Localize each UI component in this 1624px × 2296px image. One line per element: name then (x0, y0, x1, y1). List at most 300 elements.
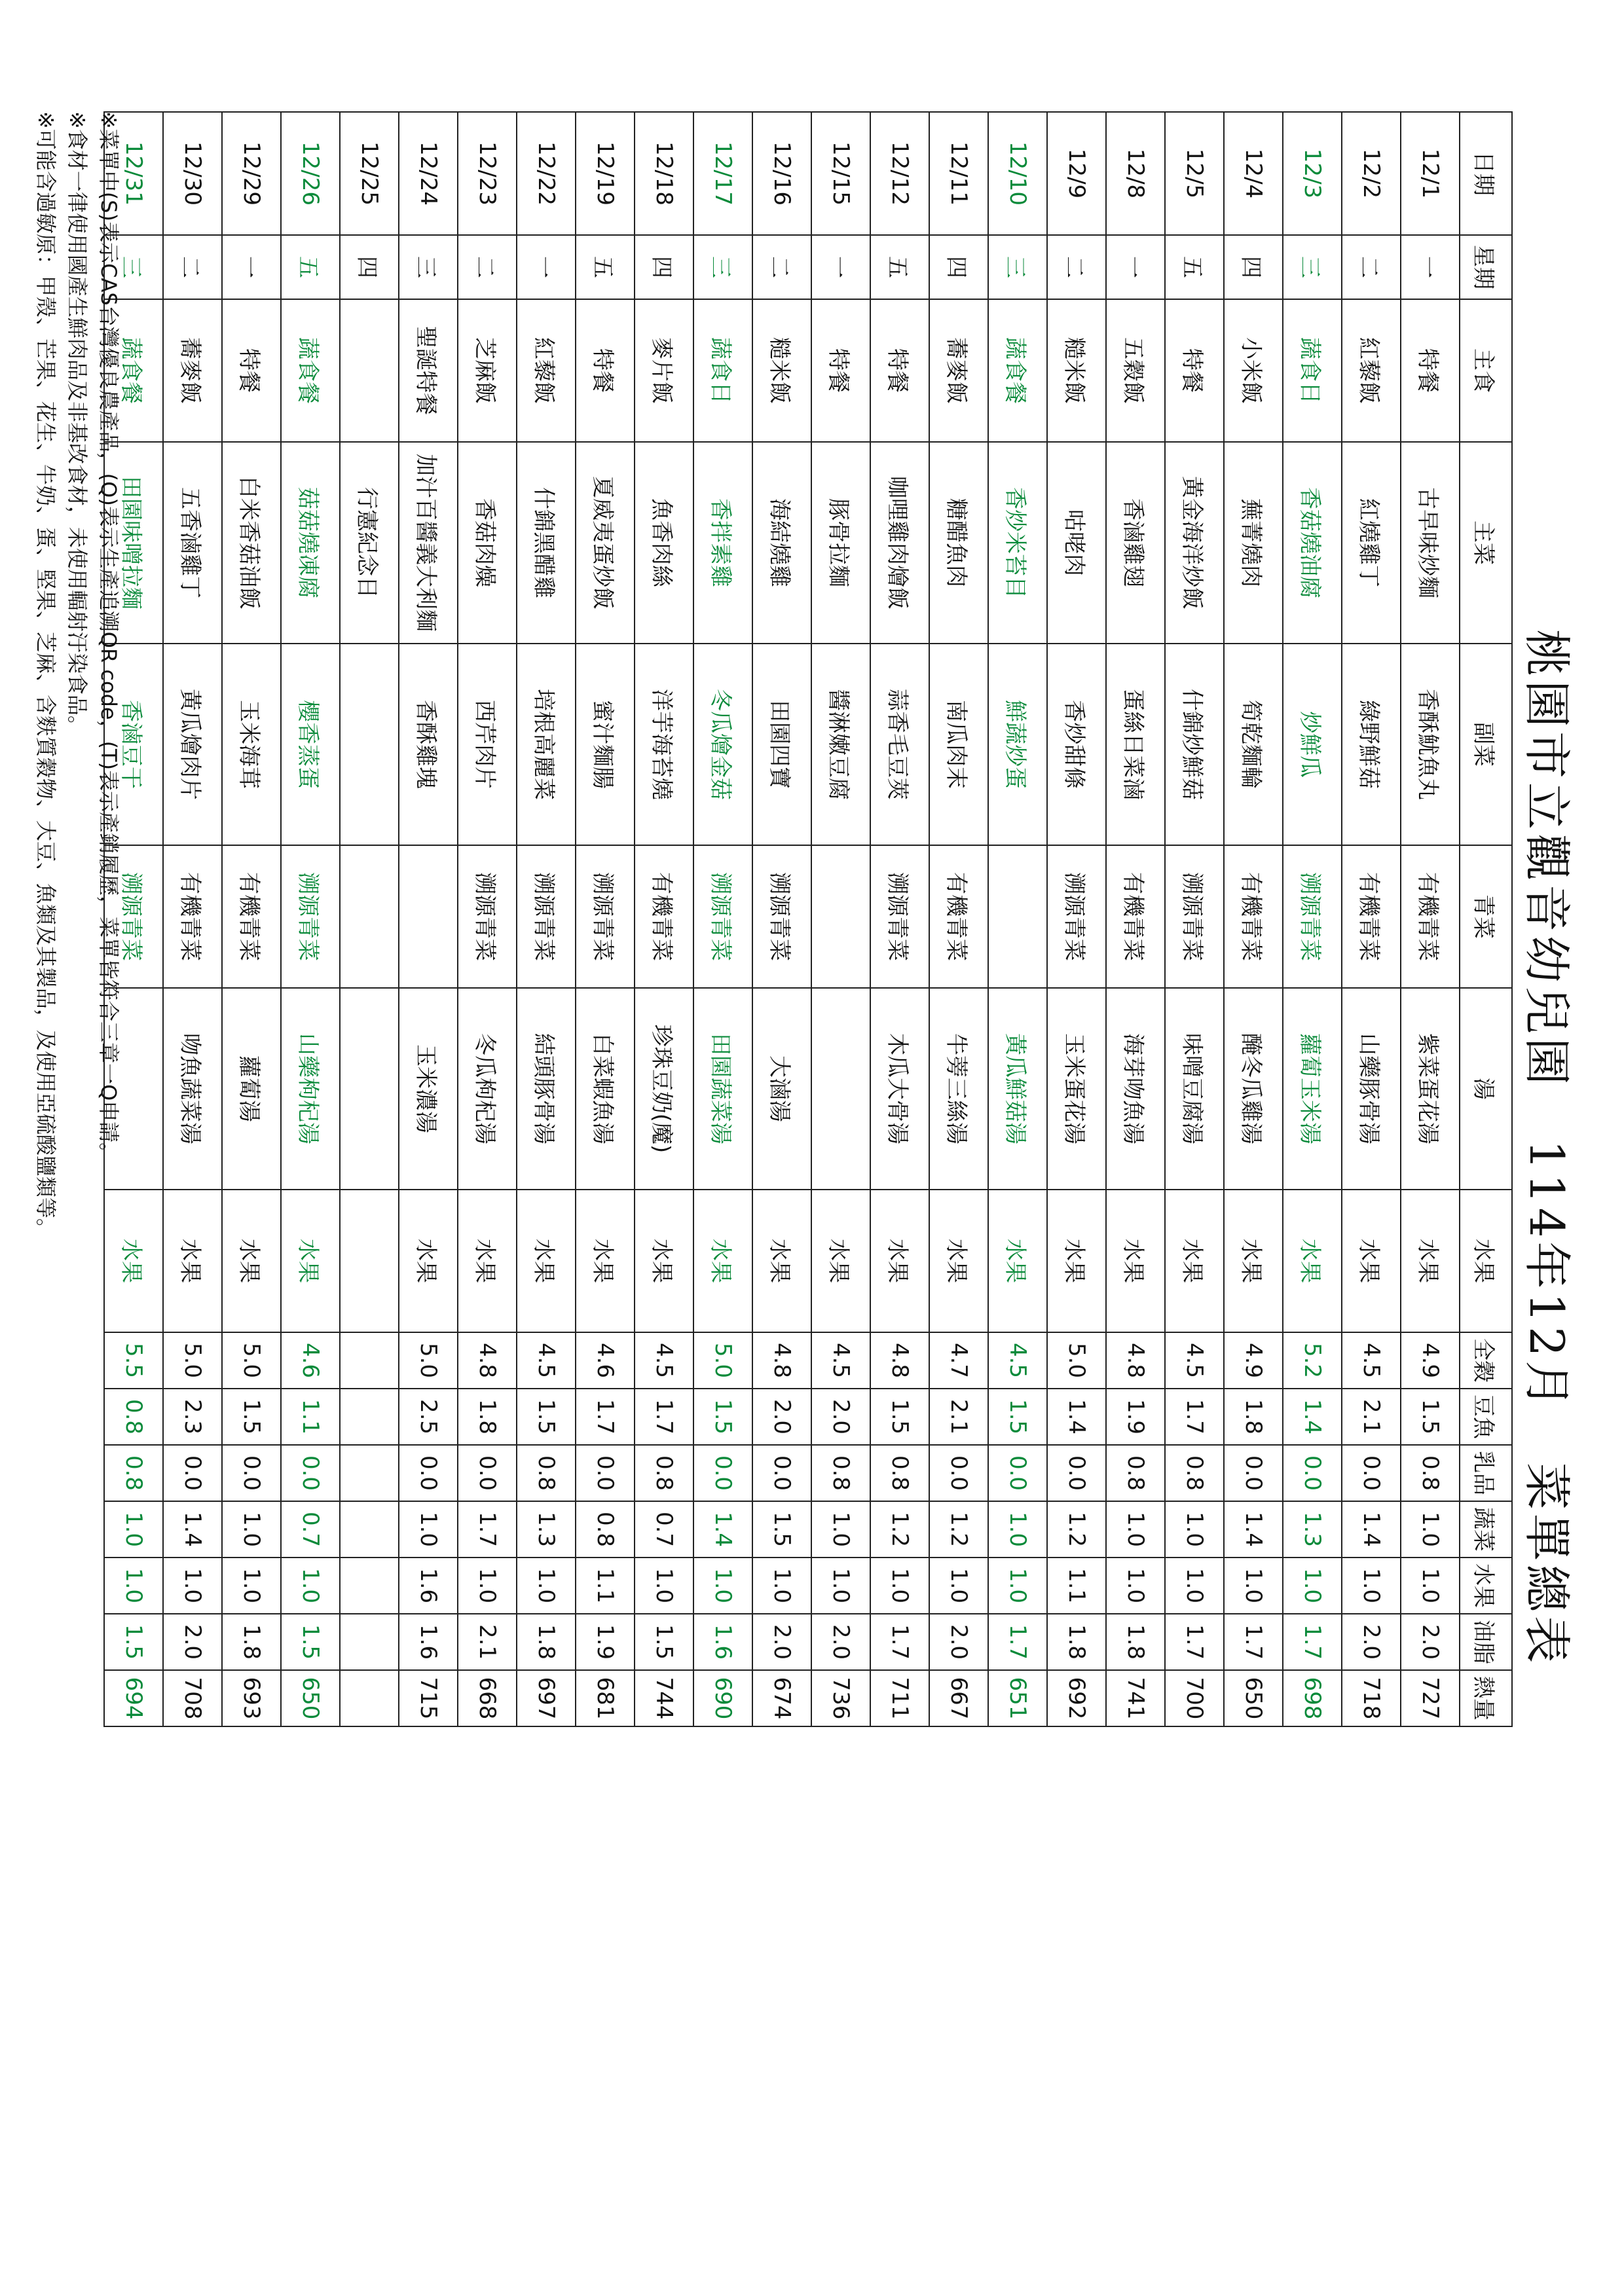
cell-entree: 古早味炒麵 (1401, 442, 1460, 644)
cell-kcal: 741 (1106, 1670, 1165, 1726)
cell-fruit (340, 1190, 399, 1332)
cell-soup: 結頭豚骨湯 (517, 988, 576, 1190)
cell-entree: 菇菇燒凍腐 (281, 442, 340, 644)
cell-fruit-serv: 1.0 (222, 1558, 281, 1614)
cell-vegetable: 0.7 (281, 1501, 340, 1558)
cell-entree: 什錦黑醋雞 (517, 442, 576, 644)
cell-fruit-serv: 1.0 (163, 1558, 222, 1614)
table-row (988, 112, 1047, 1726)
cell-kcal: 711 (870, 1670, 929, 1726)
cell-side: 炒鮮瓜 (1283, 644, 1342, 845)
cell-date: 12/9 (1047, 112, 1106, 235)
cell-soup: 山藥豚骨湯 (1342, 988, 1401, 1190)
table-row (635, 112, 693, 1726)
cell-veg: 溯源青菜 (1283, 845, 1342, 988)
cell-veg (988, 845, 1047, 988)
cell-dow: 二 (752, 235, 811, 299)
cell-protein: 1.5 (517, 1389, 576, 1445)
cell-oil: 1.7 (870, 1614, 929, 1670)
cell-kcal: 667 (929, 1670, 988, 1726)
table-row (870, 112, 929, 1726)
cell-fruit-serv: 1.0 (1401, 1558, 1460, 1614)
footnotes (30, 111, 124, 1239)
cell-vegetable: 1.2 (870, 1501, 929, 1558)
cell-main: 特餐 (1165, 299, 1224, 442)
cell-soup: 珍珠豆奶(魔) (635, 988, 693, 1190)
cell-veg: 溯源青菜 (1165, 845, 1224, 988)
cell-veg: 有機青菜 (929, 845, 988, 988)
cell-vegetable: 1.3 (517, 1501, 576, 1558)
cell-kcal: 668 (458, 1670, 517, 1726)
cell-fruit: 水果 (635, 1190, 693, 1332)
cell-kcal: 744 (635, 1670, 693, 1726)
cell-fruit-serv: 1.0 (1106, 1558, 1165, 1614)
cell-oil: 2.0 (163, 1614, 222, 1670)
cell-main: 特餐 (576, 299, 635, 442)
cell-soup: 玉米濃湯 (399, 988, 458, 1190)
cell-dairy: 0.0 (693, 1445, 752, 1501)
cell-dairy: 0.8 (104, 1445, 163, 1501)
table-row (517, 112, 576, 1726)
cell-dow: 一 (517, 235, 576, 299)
cell-protein: 0.8 (104, 1389, 163, 1445)
cell-entree: 豚骨拉麵 (811, 442, 870, 644)
cell-oil: 1.5 (104, 1614, 163, 1670)
cell-kcal: 650 (1224, 1670, 1283, 1726)
cell-oil: 1.7 (1165, 1614, 1224, 1670)
cell-main: 特餐 (222, 299, 281, 442)
cell-oil: 1.7 (1283, 1614, 1342, 1670)
table-row (222, 112, 281, 1726)
cell-vegetable (340, 1501, 399, 1558)
cell-kcal (340, 1670, 399, 1726)
cell-main: 蔬食日 (693, 299, 752, 442)
header-main: 主食 (1460, 299, 1512, 442)
cell-soup: 醃冬瓜雞湯 (1224, 988, 1283, 1190)
cell-oil: 2.0 (752, 1614, 811, 1670)
cell-protein: 2.1 (929, 1389, 988, 1445)
cell-veg: 有機青菜 (222, 845, 281, 988)
cell-fruit: 水果 (458, 1190, 517, 1332)
cell-dow: 三 (1283, 235, 1342, 299)
cell-fruit: 水果 (1224, 1190, 1283, 1332)
cell-veg: 溯源青菜 (870, 845, 929, 988)
cell-dairy: 0.0 (929, 1445, 988, 1501)
cell-grain: 4.5 (1165, 1332, 1224, 1389)
cell-side: 黃瓜燴肉片 (163, 644, 222, 845)
cell-oil (340, 1614, 399, 1670)
cell-entree: 魚香肉絲 (635, 442, 693, 644)
cell-dairy: 0.8 (1106, 1445, 1165, 1501)
cell-fruit-serv: 1.0 (281, 1558, 340, 1614)
cell-kcal: 681 (576, 1670, 635, 1726)
cell-side: 筍乾麵輪 (1224, 644, 1283, 845)
cell-date: 12/2 (1342, 112, 1401, 235)
cell-entree: 五香滷雞丁 (163, 442, 222, 644)
cell-date: 12/25 (340, 112, 399, 235)
cell-fruit-serv: 1.0 (517, 1558, 576, 1614)
cell-fruit-serv: 1.0 (635, 1558, 693, 1614)
cell-protein: 1.5 (870, 1389, 929, 1445)
table-row (576, 112, 635, 1726)
cell-entree: 咕咾肉 (1047, 442, 1106, 644)
header-veg: 青菜 (1460, 845, 1512, 988)
cell-protein (340, 1389, 399, 1445)
cell-soup: 大滷湯 (752, 988, 811, 1190)
cell-oil: 1.5 (281, 1614, 340, 1670)
cell-grain: 4.8 (870, 1332, 929, 1389)
cell-veg: 溯源青菜 (517, 845, 576, 988)
cell-dow: 三 (399, 235, 458, 299)
cell-side: 蒜香毛豆莢 (870, 644, 929, 845)
header-protein: 豆魚 (1460, 1389, 1512, 1445)
cell-dairy: 0.0 (1224, 1445, 1283, 1501)
cell-main: 蔬食餐 (104, 299, 163, 442)
cell-date: 12/18 (635, 112, 693, 235)
cell-dairy: 0.8 (811, 1445, 870, 1501)
cell-date: 12/17 (693, 112, 752, 235)
cell-soup: 山藥枸杞湯 (281, 988, 340, 1190)
cell-fruit: 水果 (870, 1190, 929, 1332)
cell-fruit-serv: 1.0 (1165, 1558, 1224, 1614)
cell-oil: 2.0 (1342, 1614, 1401, 1670)
cell-main (340, 299, 399, 442)
cell-grain: 5.0 (1047, 1332, 1106, 1389)
cell-soup: 白菜蝦魚湯 (576, 988, 635, 1190)
cell-fruit: 水果 (1165, 1190, 1224, 1332)
cell-side: 香酥雞塊 (399, 644, 458, 845)
cell-dow: 四 (340, 235, 399, 299)
cell-date: 12/30 (163, 112, 222, 235)
cell-kcal: 727 (1401, 1670, 1460, 1726)
header-grain: 全穀 (1460, 1332, 1512, 1389)
table-row (163, 112, 222, 1726)
table-header (1460, 112, 1512, 1726)
cell-side: 什錦炒鮮菇 (1165, 644, 1224, 845)
cell-dow: 四 (929, 235, 988, 299)
cell-date: 12/29 (222, 112, 281, 235)
cell-dairy: 0.0 (988, 1445, 1047, 1501)
cell-protein: 1.9 (1106, 1389, 1165, 1445)
cell-kcal: 718 (1342, 1670, 1401, 1726)
cell-dairy: 0.8 (1165, 1445, 1224, 1501)
table-row (1342, 112, 1401, 1726)
cell-side: 綠野鮮菇 (1342, 644, 1401, 845)
cell-dow: 一 (1106, 235, 1165, 299)
cell-dow: 二 (1047, 235, 1106, 299)
cell-dow: 三 (988, 235, 1047, 299)
cell-oil: 1.5 (635, 1614, 693, 1670)
cell-protein: 1.7 (1165, 1389, 1224, 1445)
cell-oil: 2.0 (811, 1614, 870, 1670)
cell-main: 聖誕特餐 (399, 299, 458, 442)
cell-vegetable: 1.5 (752, 1501, 811, 1558)
cell-side: 南瓜肉末 (929, 644, 988, 845)
cell-vegetable: 1.0 (1165, 1501, 1224, 1558)
cell-date: 12/12 (870, 112, 929, 235)
cell-oil: 1.7 (988, 1614, 1047, 1670)
cell-fruit: 水果 (517, 1190, 576, 1332)
cell-entree: 黃金海洋炒飯 (1165, 442, 1224, 644)
cell-main: 糙米飯 (752, 299, 811, 442)
cell-side (340, 644, 399, 845)
cell-dow: 一 (1401, 235, 1460, 299)
cell-veg (399, 845, 458, 988)
cell-kcal: 700 (1165, 1670, 1224, 1726)
cell-dow: 二 (163, 235, 222, 299)
cell-protein: 2.3 (163, 1389, 222, 1445)
cell-entree: 蕪菁燒肉 (1224, 442, 1283, 644)
header-vegetable: 蔬菜 (1460, 1501, 1512, 1558)
cell-main: 芝麻飯 (458, 299, 517, 442)
cell-grain: 4.5 (517, 1332, 576, 1389)
cell-veg (340, 845, 399, 988)
cell-entree: 田園味噌拉麵 (104, 442, 163, 644)
cell-fruit: 水果 (1106, 1190, 1165, 1332)
cell-kcal: 715 (399, 1670, 458, 1726)
table-row (1401, 112, 1460, 1726)
cell-veg: 溯源青菜 (281, 845, 340, 988)
cell-entree: 香炒米苔目 (988, 442, 1047, 644)
cell-date: 12/8 (1106, 112, 1165, 235)
cell-fruit-serv: 1.0 (1342, 1558, 1401, 1614)
cell-date: 12/3 (1283, 112, 1342, 235)
cell-vegetable: 1.0 (399, 1501, 458, 1558)
cell-dairy: 0.8 (635, 1445, 693, 1501)
cell-dairy: 0.0 (1283, 1445, 1342, 1501)
cell-oil: 1.8 (1106, 1614, 1165, 1670)
cell-oil: 1.8 (517, 1614, 576, 1670)
cell-protein: 1.5 (222, 1389, 281, 1445)
cell-kcal: 651 (988, 1670, 1047, 1726)
cell-protein: 1.1 (281, 1389, 340, 1445)
cell-vegetable: 1.0 (811, 1501, 870, 1558)
cell-vegetable: 1.4 (163, 1501, 222, 1558)
cell-vegetable: 1.4 (1342, 1501, 1401, 1558)
cell-main: 紅藜飯 (1342, 299, 1401, 442)
cell-oil: 1.7 (1224, 1614, 1283, 1670)
footnote: ※菜單中(S)表示CAS台灣優良農產品，(Q)表示生產追溯QR code，(T)表示產銷履歷，菜單皆符合三章一Q申請。 (96, 111, 121, 1164)
cell-side: 香炒甜條 (1047, 644, 1106, 845)
cell-kcal: 693 (222, 1670, 281, 1726)
cell-protein: 1.4 (1047, 1389, 1106, 1445)
cell-main: 特餐 (811, 299, 870, 442)
cell-kcal: 650 (281, 1670, 340, 1726)
cell-dow: 五 (576, 235, 635, 299)
cell-protein: 1.5 (988, 1389, 1047, 1445)
cell-soup: 田園蔬菜湯 (693, 988, 752, 1190)
cell-entree: 糖醋魚肉 (929, 442, 988, 644)
cell-grain: 4.5 (811, 1332, 870, 1389)
cell-grain: 4.8 (1106, 1332, 1165, 1389)
cell-soup: 紫菜蛋花湯 (1401, 988, 1460, 1190)
cell-veg: 溯源青菜 (693, 845, 752, 988)
cell-main: 紅藜飯 (517, 299, 576, 442)
cell-vegetable: 1.4 (693, 1501, 752, 1558)
cell-veg: 有機青菜 (1401, 845, 1460, 988)
cell-grain: 4.5 (1342, 1332, 1401, 1389)
cell-fruit: 水果 (1047, 1190, 1106, 1332)
cell-soup: 牛蒡三絲湯 (929, 988, 988, 1190)
cell-dairy: 0.0 (752, 1445, 811, 1501)
cell-date: 12/16 (752, 112, 811, 235)
cell-soup: 黃瓜鮮菇湯 (988, 988, 1047, 1190)
cell-protein: 2.0 (811, 1389, 870, 1445)
cell-entree: 香菇燒油腐 (1283, 442, 1342, 644)
cell-fruit: 水果 (752, 1190, 811, 1332)
cell-oil: 2.1 (458, 1614, 517, 1670)
cell-side: 鮮蔬炒蛋 (988, 644, 1047, 845)
cell-vegetable: 1.0 (104, 1501, 163, 1558)
cell-oil: 2.0 (1401, 1614, 1460, 1670)
cell-veg: 有機青菜 (635, 845, 693, 988)
cell-grain: 4.8 (752, 1332, 811, 1389)
cell-dairy (340, 1445, 399, 1501)
cell-vegetable: 1.2 (1047, 1501, 1106, 1558)
header-oil: 油脂 (1460, 1614, 1512, 1670)
cell-grain: 5.0 (222, 1332, 281, 1389)
cell-fruit: 水果 (1342, 1190, 1401, 1332)
cell-side: 蛋絲日菜滷 (1106, 644, 1165, 845)
cell-fruit-serv: 1.6 (399, 1558, 458, 1614)
cell-side: 香酥魷魚丸 (1401, 644, 1460, 845)
cell-date: 12/31 (104, 112, 163, 235)
cell-soup: 蘿蔔玉米湯 (1283, 988, 1342, 1190)
cell-kcal: 674 (752, 1670, 811, 1726)
cell-main: 五穀飯 (1106, 299, 1165, 442)
cell-dairy: 0.0 (163, 1445, 222, 1501)
cell-entree: 海結燒雞 (752, 442, 811, 644)
cell-date: 12/23 (458, 112, 517, 235)
cell-oil: 1.6 (693, 1614, 752, 1670)
cell-side: 蜜汁麵腸 (576, 644, 635, 845)
table-row (811, 112, 870, 1726)
table-row (1047, 112, 1106, 1726)
cell-fruit: 水果 (222, 1190, 281, 1332)
cell-dow: 一 (811, 235, 870, 299)
table-row (458, 112, 517, 1726)
cell-date: 12/24 (399, 112, 458, 235)
cell-kcal: 736 (811, 1670, 870, 1726)
cell-veg: 溯源青菜 (104, 845, 163, 988)
menu-table (103, 111, 1513, 1727)
cell-dairy: 0.8 (1401, 1445, 1460, 1501)
cell-vegetable: 1.4 (1224, 1501, 1283, 1558)
cell-soup: 吻魚蔬菜湯 (163, 988, 222, 1190)
cell-grain: 4.9 (1401, 1332, 1460, 1389)
cell-vegetable: 1.7 (458, 1501, 517, 1558)
table-row (752, 112, 811, 1726)
cell-main: 蔬食餐 (988, 299, 1047, 442)
cell-side: 香滷豆干 (104, 644, 163, 845)
cell-main: 小米飯 (1224, 299, 1283, 442)
cell-date: 12/15 (811, 112, 870, 235)
cell-vegetable: 1.0 (222, 1501, 281, 1558)
cell-fruit: 水果 (693, 1190, 752, 1332)
cell-main: 蕎麥飯 (929, 299, 988, 442)
cell-dow: 二 (458, 235, 517, 299)
cell-fruit-serv: 1.0 (1283, 1558, 1342, 1614)
cell-veg: 有機青菜 (1224, 845, 1283, 988)
cell-grain: 5.0 (163, 1332, 222, 1389)
cell-dairy: 0.0 (1342, 1445, 1401, 1501)
cell-vegetable: 1.0 (1106, 1501, 1165, 1558)
footnote: ※可能含過敏原：甲殼、芒果、花生、牛奶、蛋、堅果、芝麻、含麩質穀物、大豆、魚類及其製品，及使用亞硫酸鹽類等。 (33, 111, 58, 1239)
cell-side: 玉米海茸 (222, 644, 281, 845)
cell-grain: 5.5 (104, 1332, 163, 1389)
cell-entree: 白米香菇油飯 (222, 442, 281, 644)
cell-dow: 五 (281, 235, 340, 299)
cell-protein: 1.7 (635, 1389, 693, 1445)
cell-fruit-serv: 1.0 (929, 1558, 988, 1614)
cell-veg: 有機青菜 (1106, 845, 1165, 988)
cell-dairy: 0.0 (576, 1445, 635, 1501)
cell-soup: 海芽吻魚湯 (1106, 988, 1165, 1190)
cell-fruit-serv: 1.0 (870, 1558, 929, 1614)
table-body (104, 112, 1460, 1726)
cell-main: 特餐 (870, 299, 929, 442)
cell-entree: 夏威夷蛋炒飯 (576, 442, 635, 644)
cell-soup: 玉米蛋花湯 (1047, 988, 1106, 1190)
cell-date: 12/22 (517, 112, 576, 235)
cell-fruit-serv: 1.0 (752, 1558, 811, 1614)
cell-vegetable: 1.0 (1401, 1501, 1460, 1558)
header-soup: 湯 (1460, 988, 1512, 1190)
cell-vegetable: 1.2 (929, 1501, 988, 1558)
cell-grain: 5.0 (399, 1332, 458, 1389)
header-dow: 星期 (1460, 235, 1512, 299)
table-row (281, 112, 340, 1726)
table-row (1224, 112, 1283, 1726)
cell-entree: 咖哩雞肉燴飯 (870, 442, 929, 644)
cell-grain: 4.5 (988, 1332, 1047, 1389)
table-row (340, 112, 399, 1726)
cell-oil: 1.8 (222, 1614, 281, 1670)
cell-veg: 溯源青菜 (576, 845, 635, 988)
header-side: 副菜 (1460, 644, 1512, 845)
cell-kcal: 698 (1283, 1670, 1342, 1726)
cell-oil: 2.0 (929, 1614, 988, 1670)
cell-kcal: 692 (1047, 1670, 1106, 1726)
cell-side: 洋芋海苔燒 (635, 644, 693, 845)
cell-veg: 溯源青菜 (458, 845, 517, 988)
cell-fruit-serv: 1.1 (576, 1558, 635, 1614)
cell-grain: 4.7 (929, 1332, 988, 1389)
table-row (929, 112, 988, 1726)
cell-protein: 1.8 (458, 1389, 517, 1445)
cell-date: 12/5 (1165, 112, 1224, 235)
header-entree: 主菜 (1460, 442, 1512, 644)
cell-grain: 4.6 (281, 1332, 340, 1389)
table-row (1165, 112, 1224, 1726)
cell-dairy: 0.0 (222, 1445, 281, 1501)
cell-main: 特餐 (1401, 299, 1460, 442)
cell-oil: 1.8 (1047, 1614, 1106, 1670)
cell-protein: 1.5 (1401, 1389, 1460, 1445)
cell-soup: 蘿蔔湯 (222, 988, 281, 1190)
footnote: ※食材一律使用國產生鮮肉品及非基改食材，未使用輻射汙染食品。 (65, 111, 90, 737)
cell-soup (811, 988, 870, 1190)
table-row (1106, 112, 1165, 1726)
header-fruit: 水果 (1460, 1190, 1512, 1332)
cell-entree: 香菇肉燥 (458, 442, 517, 644)
cell-side: 醬淋嫩豆腐 (811, 644, 870, 845)
cell-dow: 三 (104, 235, 163, 299)
cell-dairy: 0.8 (517, 1445, 576, 1501)
cell-soup: 味噌豆腐湯 (1165, 988, 1224, 1190)
cell-veg: 有機青菜 (163, 845, 222, 988)
cell-date: 12/19 (576, 112, 635, 235)
